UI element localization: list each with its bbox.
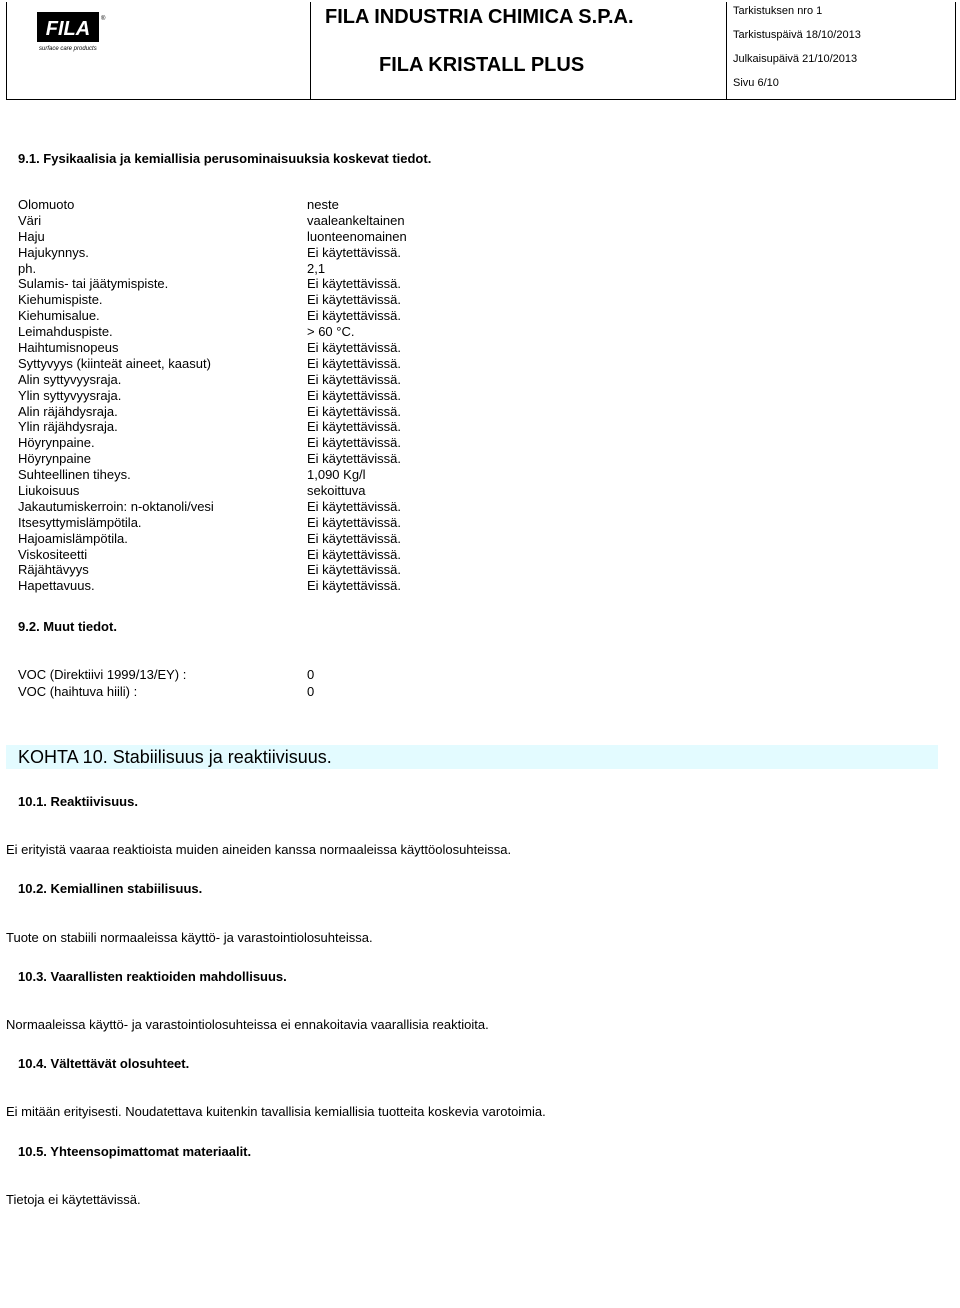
property-label: Ylin räjähdysraja.	[18, 419, 118, 435]
voc-carbon-label: VOC (haihtuva hiili) :	[18, 684, 138, 699]
property-value: neste	[307, 197, 339, 212]
title-cell	[311, 2, 727, 100]
section-10-3-heading: 10.3. Vaarallisten reaktioiden mahdollisuus.	[18, 969, 287, 984]
property-value: Ei käytettävissä.	[307, 244, 401, 260]
page-number: Sivu 6/10	[733, 77, 779, 89]
section-10-banner	[6, 745, 938, 769]
property-value: luonteenomainen	[307, 228, 407, 244]
property-label: Höyrynpaine	[18, 451, 91, 467]
property-value: Ei käytettävissä.	[307, 292, 401, 308]
section-10-4-heading: 10.4. Vältettävät olosuhteet.	[18, 1056, 190, 1071]
property-label: Alin räjähdysraja.	[18, 403, 118, 419]
property-label: Höyrynpaine.	[18, 435, 95, 451]
property-value: > 60 °C.	[307, 324, 355, 340]
section-10-5-heading: 10.5. Yhteensopimattomat materiaalit.	[18, 1144, 252, 1159]
logo-cell	[7, 2, 311, 100]
property-value: Ei käytettävissä.	[307, 355, 401, 371]
property-label: Syttyvyys (kiinteät aineet, kaasut)	[18, 355, 211, 371]
property-value: Ei käytettävissä.	[307, 403, 401, 419]
property-value: Ei käytettävissä.	[307, 387, 401, 403]
svg-text:®: ®	[101, 16, 106, 22]
meta-cell	[727, 2, 957, 100]
logo-text: FILA	[45, 18, 91, 40]
property-value: vaaleankeltainen	[307, 212, 405, 228]
revision-number: Tarkistuksen nro 1	[733, 5, 823, 17]
property-label: ph.	[18, 260, 37, 276]
property-value: Ei käytettävissä.	[307, 419, 401, 435]
property-label: Hajoamislämpötila.	[18, 530, 128, 546]
property-label: Sulamis- tai jäätymispiste.	[18, 276, 169, 292]
fila-logo	[37, 12, 107, 52]
voc-carbon-value: 0	[307, 684, 315, 699]
voc-row-directive	[18, 667, 315, 682]
section-9-1-heading: 9.1. Fysikaalisia ja kemiallisia perusominaisuuksia koskevat tiedot.	[18, 151, 432, 166]
property-label: Väri	[18, 212, 42, 228]
property-value: Ei käytettävissä.	[307, 530, 401, 546]
section-10-1-text: Ei erityistä vaaraa reaktioista muiden aineiden kanssa normaaleissa käyttöolosuhteissa.	[6, 842, 512, 857]
document-header	[6, 2, 956, 100]
property-label: Olomuoto	[18, 197, 75, 212]
section-10-2-heading: 10.2. Kemiallinen stabiilisuus.	[18, 881, 203, 896]
property-value: Ei käytettävissä.	[307, 498, 401, 514]
product-name: FILA KRISTALL PLUS	[379, 54, 585, 76]
property-value: Ei käytettävissä.	[307, 578, 401, 594]
property-label: Jakautumiskerroin: n-oktanoli/vesi	[18, 498, 214, 514]
revision-date: Tarkistuspäivä 18/10/2013	[733, 29, 861, 41]
property-value: 2,1	[307, 260, 326, 276]
section-9-2-heading: 9.2. Muut tiedot.	[18, 619, 117, 634]
property-label: Itsesyttymislämpötila.	[18, 514, 142, 530]
issue-date: Julkaisupäivä 21/10/2013	[733, 53, 858, 65]
property-value: Ei käytettävissä.	[307, 546, 401, 562]
property-label: Hajukynnys.	[18, 244, 89, 260]
property-value: 1,090 Kg/l	[307, 467, 366, 483]
property-value: Ei käytettävissä.	[307, 451, 401, 467]
property-label: Suhteellinen tiheys.	[18, 467, 131, 483]
voc-directive-value: 0	[307, 667, 315, 682]
property-value: Ei käytettävissä.	[307, 276, 401, 292]
section-10-3-text: Normaaleissa käyttö- ja varastointiolosuhteissa ei ennakoitavia vaarallisia reaktioita.	[6, 1017, 489, 1032]
section-10-title: KOHTA 10. Stabiilisuus ja reaktiivisuus.	[18, 747, 332, 767]
property-label: Kiehumisalue.	[18, 308, 100, 324]
property-value: Ei käytettävissä.	[307, 435, 401, 451]
property-label: Haju	[18, 228, 45, 244]
property-value: Ei käytettävissä.	[307, 371, 401, 387]
property-label: Liukoisuus	[18, 483, 80, 499]
property-label: Leimahduspiste.	[18, 324, 113, 340]
logo-tagline: surface care products	[39, 46, 97, 52]
voc-directive-label: VOC (Direktiivi 1999/13/EY) :	[18, 667, 187, 682]
property-label: Viskositeetti	[18, 546, 88, 562]
section-10-4-text: Ei mitään erityisesti. Noudatettava kuitenkin tavallisia kemiallisia tuotteita koskevia varotoimia.	[6, 1104, 546, 1119]
property-label: Alin syttyvyysraja.	[18, 371, 122, 387]
property-label: Räjähtävyys	[18, 562, 89, 578]
property-value: Ei käytettävissä.	[307, 308, 401, 324]
section-10-5-text: Tietoja ei käytettävissä.	[6, 1192, 141, 1207]
section-10-2-text: Tuote on stabiili normaaleissa käyttö- ja varastointiolosuhteissa.	[6, 930, 373, 945]
property-label: Kiehumispiste.	[18, 292, 103, 308]
section-10-1-heading: 10.1. Reaktiivisuus.	[18, 794, 138, 809]
property-value: sekoittuva	[307, 483, 366, 499]
property-label: Ylin syttyvyysraja.	[18, 387, 122, 403]
property-label: Haihtumisnopeus	[18, 340, 119, 356]
property-value: Ei käytettävissä.	[307, 514, 401, 530]
property-value: Ei käytettävissä.	[307, 562, 401, 578]
property-value: Ei käytettävissä.	[307, 340, 401, 356]
voc-row-carbon	[18, 684, 315, 699]
company-name: FILA INDUSTRIA CHIMICA S.P.A.	[325, 6, 634, 28]
property-label: Hapettavuus.	[18, 578, 95, 594]
